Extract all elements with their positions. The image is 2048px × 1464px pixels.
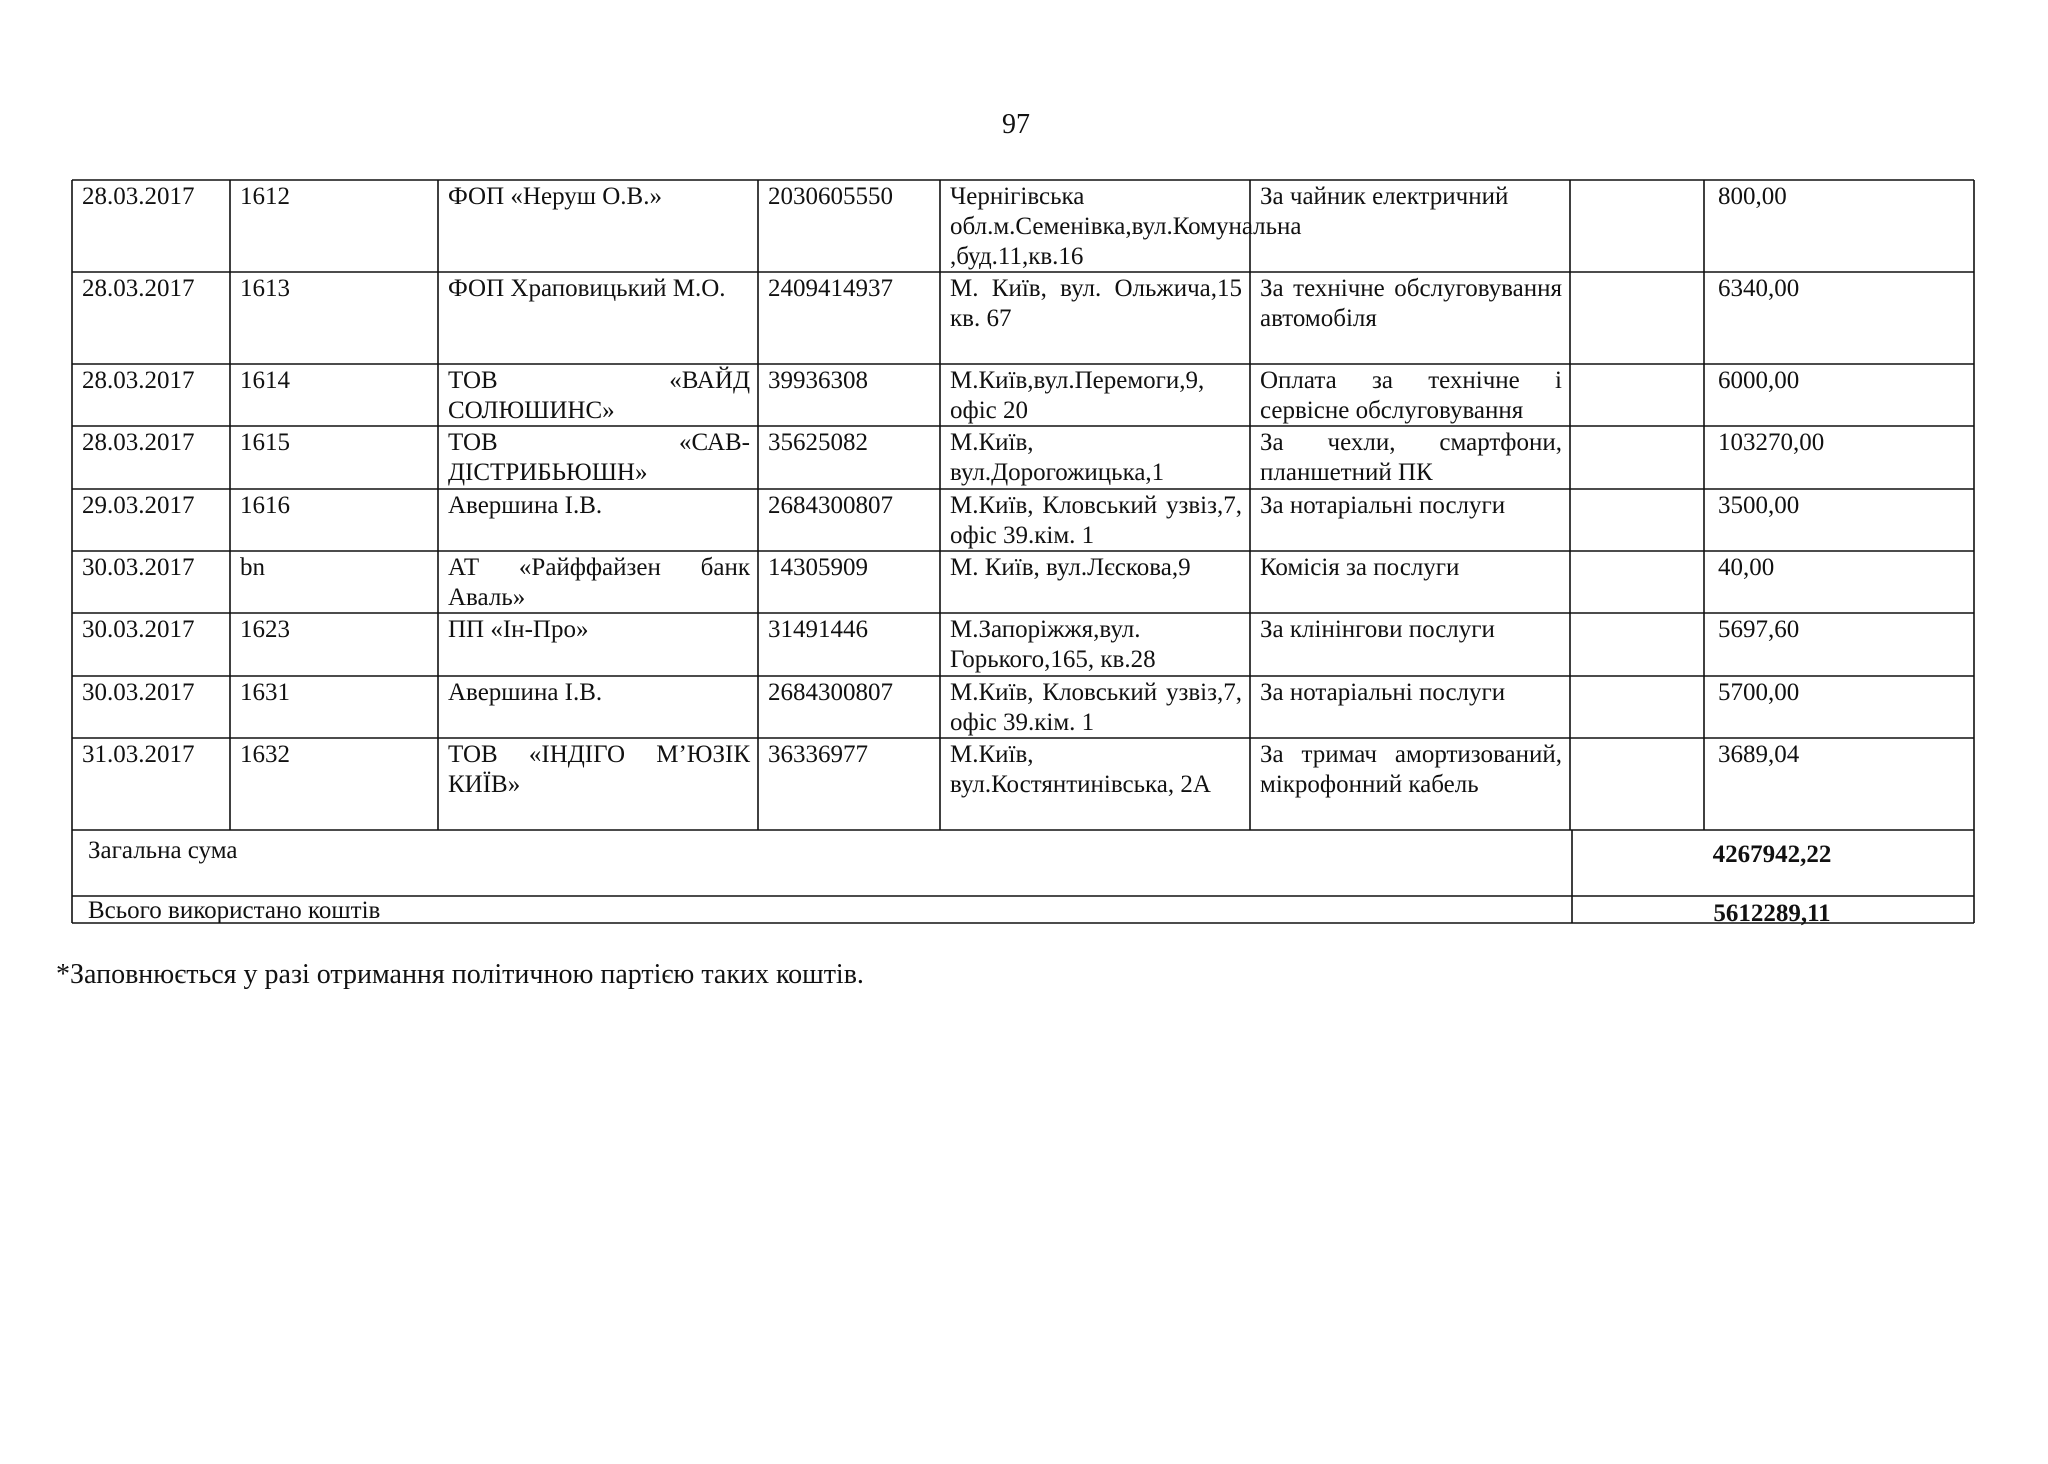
page-number: 97 <box>1002 109 1030 140</box>
cell-code: 2409414937 <box>768 275 893 302</box>
cell-address: М. Київ, вул. Ольжича,15 кв. 67 <box>950 275 1242 332</box>
cell-code: 14305909 <box>768 554 868 581</box>
cell-address: М.Київ, вул.Костянтинівська, 2А <box>950 741 1211 798</box>
cell-amount: 800,00 <box>1718 183 1787 210</box>
cell-doc-no: 1632 <box>240 741 290 768</box>
cell-doc-no: 1613 <box>240 275 290 302</box>
cell-purpose: За тримач амортизований, мікрофонний кабель <box>1260 741 1562 798</box>
footnote: *Заповнюється у разі отримання політичною партією таких коштів. <box>56 959 864 990</box>
cell-date: 28.03.2017 <box>82 367 195 394</box>
cell-amount: 3500,00 <box>1718 492 1800 519</box>
cell-purpose: За клінінгови послуги <box>1260 616 1495 643</box>
cell-date: 29.03.2017 <box>82 492 195 519</box>
cell-code: 2684300807 <box>768 679 893 706</box>
cell-purpose: За нотаріальні послуги <box>1260 679 1506 706</box>
cell-code: 2684300807 <box>768 492 893 519</box>
cell-address: М.Київ, Кловський узвіз,7, офіс 39.кім. 1 <box>950 679 1242 736</box>
cell-purpose: Комісія за послуги <box>1260 554 1460 581</box>
cell-amount: 5700,00 <box>1718 679 1800 706</box>
cell-purpose: За нотаріальні послуги <box>1260 492 1506 519</box>
cell-purpose: За чайник електричний <box>1260 183 1509 210</box>
cell-doc-no: 1623 <box>240 616 290 643</box>
cell-amount: 3689,04 <box>1718 741 1800 768</box>
cell-doc-no: 1615 <box>240 429 290 456</box>
cell-doc-no: 1612 <box>240 183 290 210</box>
cell-date: 28.03.2017 <box>82 183 195 210</box>
cell-date: 31.03.2017 <box>82 741 195 768</box>
cell-recipient: Авершина І.В. <box>448 679 603 706</box>
cell-amount: 40,00 <box>1718 554 1775 581</box>
cell-date: 30.03.2017 <box>82 679 195 706</box>
cell-doc-no: 1614 <box>240 367 290 394</box>
cell-purpose: За технічне обслуговування автомобіля <box>1260 275 1562 332</box>
cell-amount: 5697,60 <box>1718 616 1800 643</box>
cell-recipient: ТОВ «САВ-ДІСТРИБЬЮШН» <box>448 429 750 486</box>
cell-address: Чернігівська обл.м.Семенівка,вул.Комунальна ,буд.11,кв.16 <box>950 183 1302 270</box>
cell-recipient: Авершина І.В. <box>448 492 603 519</box>
total-sum-value: 4267942,22 <box>1712 841 1832 868</box>
cell-doc-no: 1616 <box>240 492 290 519</box>
cell-address: М.Київ,вул.Перемоги,9, офіс 20 <box>950 367 1205 424</box>
cell-date: 28.03.2017 <box>82 429 195 456</box>
cell-amount: 6340,00 <box>1718 275 1800 302</box>
cell-code: 36336977 <box>768 741 868 768</box>
cell-recipient: ТОВ «ВАЙД СОЛЮШИНС» <box>448 367 750 424</box>
cell-date: 30.03.2017 <box>82 554 195 581</box>
cell-amount: 6000,00 <box>1718 367 1800 394</box>
cell-address: М. Київ, вул.Лєскова,9 <box>950 554 1191 581</box>
cell-code: 35625082 <box>768 429 868 456</box>
cell-address: М.Київ, вул.Дорогожицька,1 <box>950 429 1165 486</box>
cell-purpose: Оплата за технічне і сервісне обслуговування <box>1260 367 1562 424</box>
cell-doc-no: 1631 <box>240 679 290 706</box>
cell-address: М.Київ, Кловський узвіз,7, офіс 39.кім. 1 <box>950 492 1242 549</box>
cell-recipient: ТОВ «ІНДІГО М’ЮЗІК КИЇВ» <box>448 741 750 798</box>
cell-address: М.Запоріжжя,вул. Горького,165, кв.28 <box>950 616 1156 673</box>
total-sum-label: Загальна сума <box>88 837 238 864</box>
cell-recipient: ФОП «Неруш О.В.» <box>448 183 662 210</box>
cell-recipient: ПП «Ін-Про» <box>448 616 589 643</box>
cell-purpose: За чехли, смартфони, планшетний ПК <box>1260 429 1562 486</box>
funds-used-label: Всього використано коштів <box>88 897 381 924</box>
cell-recipient: ФОП Храповицький М.О. <box>448 275 726 302</box>
cell-code: 2030605550 <box>768 183 893 210</box>
cell-recipient: АТ «Райффайзен банк Аваль» <box>448 554 750 611</box>
cell-code: 39936308 <box>768 367 868 394</box>
cell-date: 30.03.2017 <box>82 616 195 643</box>
cell-doc-no: bn <box>240 554 265 581</box>
funds-used-value: 5612289,11 <box>1713 900 1831 927</box>
cell-date: 28.03.2017 <box>82 275 195 302</box>
cell-amount: 103270,00 <box>1718 429 1825 456</box>
cell-code: 31491446 <box>768 616 868 643</box>
